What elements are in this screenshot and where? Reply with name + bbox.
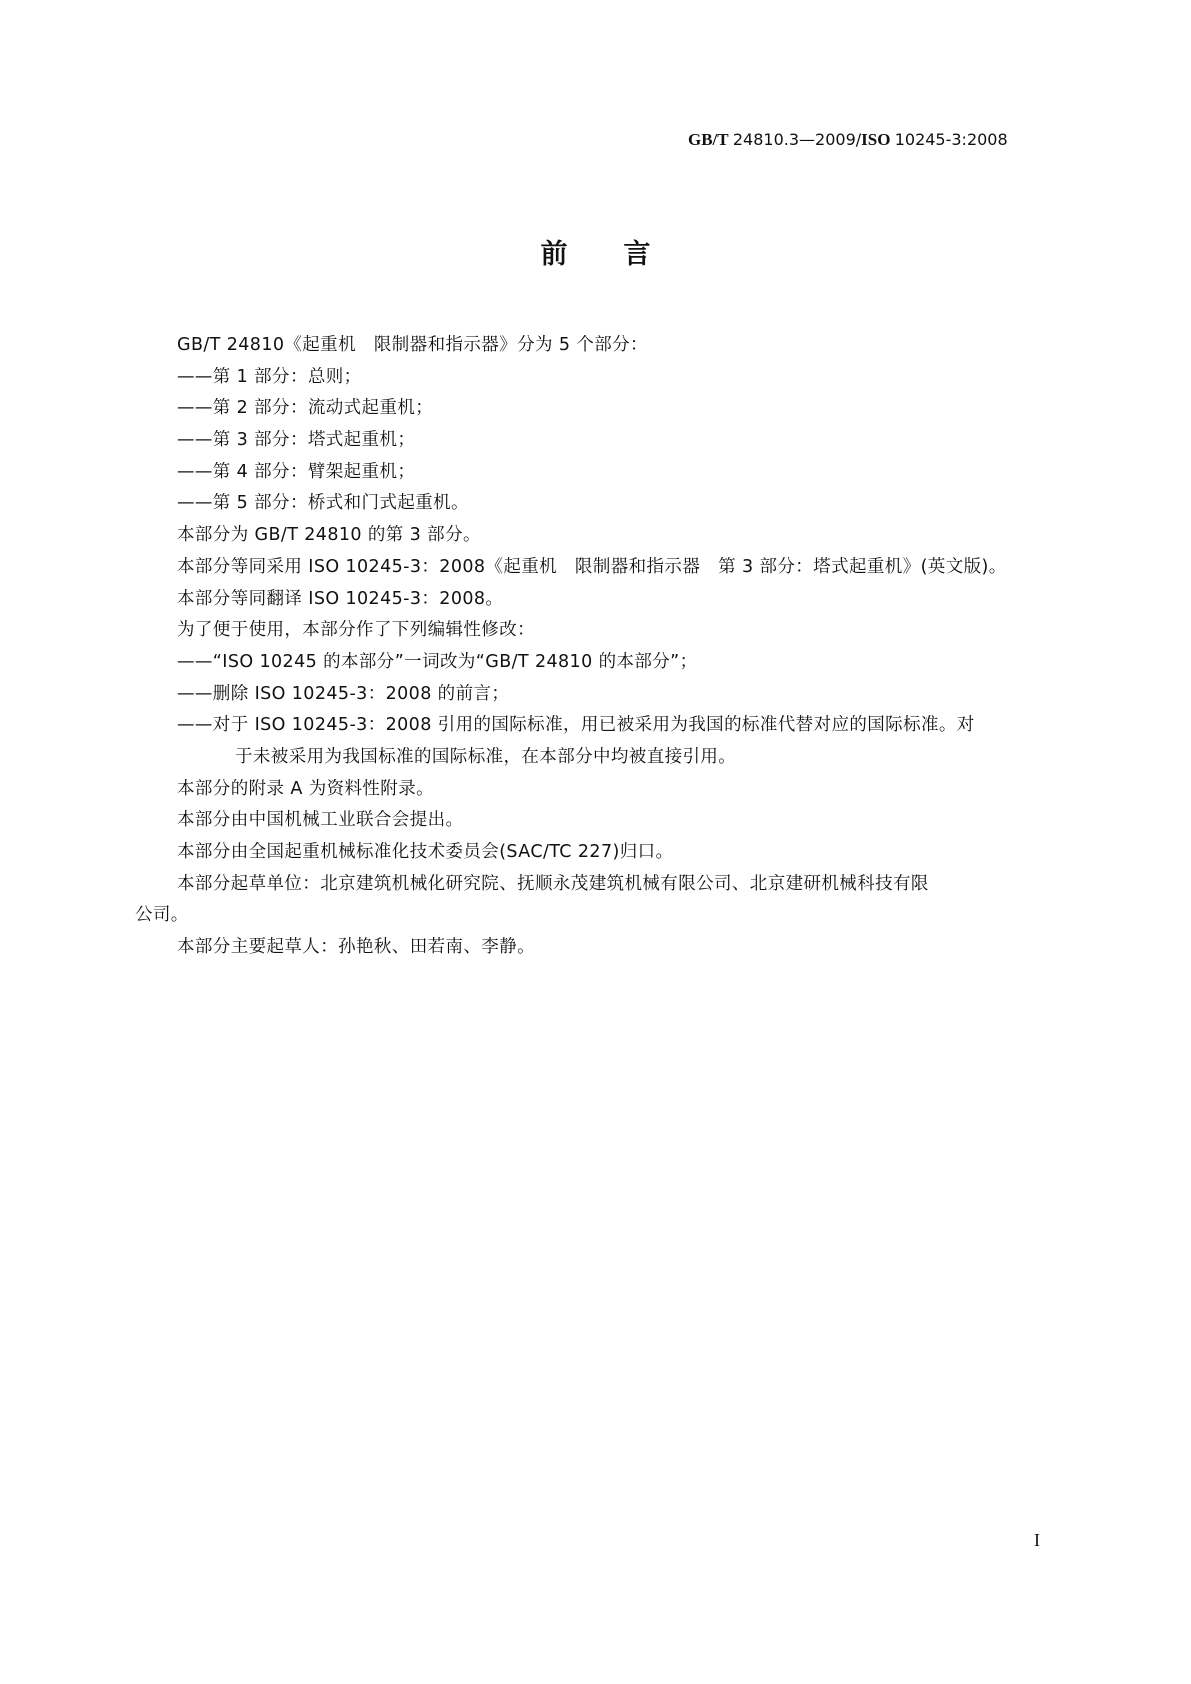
list-item: ——第 1 部分：总则； <box>177 366 362 387</box>
paragraph-line: 本部分等同采用 ISO 10245-3：2008《起重机 限制器和指示器 第 3 部分：塔式起重机》(英文版)。 <box>177 556 1007 577</box>
header-iso-prefix: ISO <box>861 130 891 149</box>
paragraph-line: 本部分等同翻译 ISO 10245-3：2008。 <box>177 588 504 609</box>
list-item: ——“ISO 10245 的本部分”一词改为“GB/T 24810 的本部分”； <box>177 651 698 672</box>
list-item: ——对于 ISO 10245-3：2008 引用的国际标准，用已被采用为我国的标准代替对应的国际标准。对 <box>177 715 975 736</box>
list-item: ——第 3 部分：塔式起重机； <box>177 430 416 451</box>
header-iso-number: 10245-3:2008 <box>894 130 1008 149</box>
list-item: ——删除 ISO 10245-3：2008 的前言； <box>177 683 510 704</box>
paragraph-line: 本部分为 GB/T 24810 的第 3 部分。 <box>177 525 481 546</box>
list-item: ——第 4 部分：臂架起重机； <box>177 461 416 482</box>
paragraph-line: 本部分的附录 A 为资料性附录。 <box>177 778 434 799</box>
paragraph-line: 本部分由全国起重机械标准化技术委员会(SAC/TC 227)归口。 <box>177 842 674 862</box>
list-item: ——第 5 部分：桥式和门式起重机。 <box>177 493 469 514</box>
header-std-number: 24810.3—2009/ <box>732 130 862 149</box>
page-number: I <box>1034 1530 1040 1550</box>
running-header <box>688 130 1060 150</box>
foreword-body <box>135 330 1063 964</box>
page-title: 前言 <box>540 239 707 270</box>
paragraph-line: 为了便于使用，本部分作了下列编辑性修改： <box>177 620 535 641</box>
paragraph-line: 公司。 <box>135 905 189 926</box>
list-item: ——第 2 部分：流动式起重机； <box>177 398 434 419</box>
paragraph-line: 本部分主要起草人：孙艳秋、田若南、李静。 <box>177 937 535 958</box>
paragraph-line: GB/T 24810《起重机 限制器和指示器》分为 5 个部分： <box>177 335 648 355</box>
paragraph-line: 本部分起草单位：北京建筑机械化研究院、抚顺永茂建筑机械有限公司、北京建研机械科技有限 <box>177 873 929 894</box>
paragraph-line: 本部分由中国机械工业联合会提出。 <box>177 810 464 831</box>
header-std-prefix: GB/T <box>688 130 729 149</box>
paragraph-line: 于未被采用为我国标准的国际标准，在本部分中均被直接引用。 <box>235 746 737 767</box>
